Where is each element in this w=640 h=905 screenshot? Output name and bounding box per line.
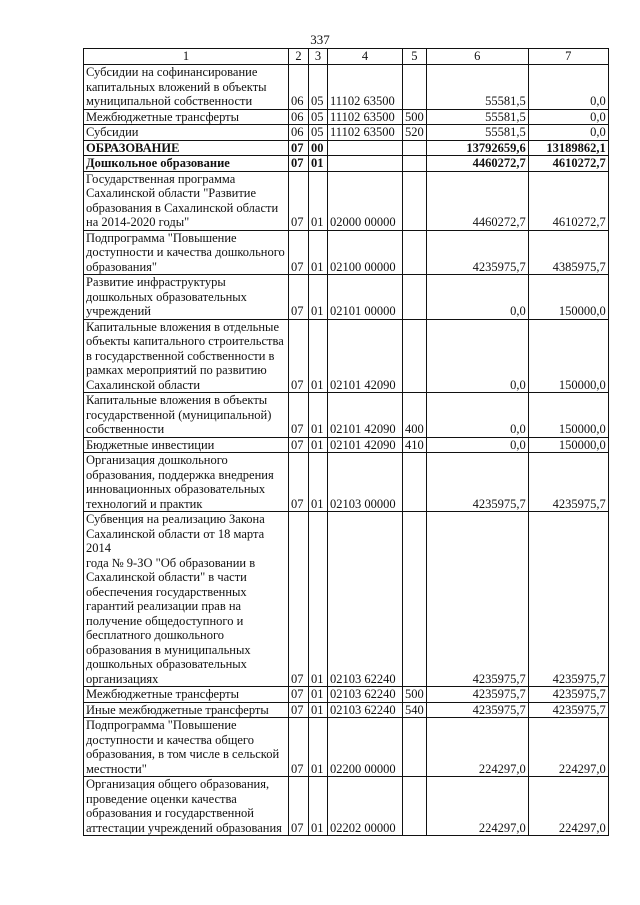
amount-year2-cell: 150000,0	[528, 437, 608, 453]
table-row	[84, 687, 609, 703]
row-name-cell: Капитальные вложения в объекты государственной (муниципальной) собственности	[84, 393, 289, 438]
column-header: 1	[84, 49, 289, 65]
subsection-code-cell: 05	[309, 109, 328, 125]
subsection-code-cell: 01	[309, 702, 328, 718]
row-name-cell: Субсидии	[84, 125, 289, 141]
row-name-cell: Межбюджетные трансферты	[84, 687, 289, 703]
subsection-code-cell: 01	[309, 393, 328, 438]
target-article-cell: 02101 42090	[328, 393, 403, 438]
table-row	[84, 125, 609, 141]
expense-type-cell	[403, 140, 427, 156]
table-row	[84, 437, 609, 453]
expense-type-cell	[403, 453, 427, 512]
subsection-code-cell: 01	[309, 156, 328, 172]
table-row	[84, 512, 609, 687]
target-article-cell: 11102 63500	[328, 65, 403, 110]
row-name-cell: Межбюджетные трансферты	[84, 109, 289, 125]
subsection-code-cell: 05	[309, 125, 328, 141]
row-name-cell: Иные межбюджетные трансферты	[84, 702, 289, 718]
page-number: 337	[310, 32, 330, 47]
subsection-code-cell: 01	[309, 171, 328, 230]
target-article-cell: 02101 42090	[328, 319, 403, 393]
amount-year2-cell: 0,0	[528, 125, 608, 141]
target-article-cell: 02103 00000	[328, 453, 403, 512]
subsection-code-cell: 01	[309, 453, 328, 512]
target-article-cell: 02101 42090	[328, 437, 403, 453]
section-code-cell: 06	[289, 125, 309, 141]
table-row	[84, 230, 609, 275]
target-article-cell: 02103 62240	[328, 702, 403, 718]
section-code-cell: 07	[289, 319, 309, 393]
table-body	[84, 65, 609, 836]
row-name-cell: Бюджетные инвестиции	[84, 437, 289, 453]
subsection-code-cell: 01	[309, 230, 328, 275]
table-row	[84, 140, 609, 156]
expense-type-cell	[403, 156, 427, 172]
expense-type-cell	[403, 275, 427, 320]
subsection-code-cell: 05	[309, 65, 328, 110]
amount-year2-cell: 4235975,7	[528, 512, 608, 687]
amount-year2-cell: 150000,0	[528, 319, 608, 393]
column-header: 3	[309, 49, 328, 65]
row-name-cell: Организация общего образования, проведение оценки качества образования и государственной аттестации учреждений образования	[84, 777, 289, 836]
amount-year1-cell: 4235975,7	[426, 453, 528, 512]
table-row	[84, 171, 609, 230]
budget-table	[83, 48, 609, 836]
table-row	[84, 453, 609, 512]
amount-year2-cell: 4235975,7	[528, 453, 608, 512]
expense-type-cell	[403, 512, 427, 687]
row-name-cell: Субвенция на реализацию Закона Сахалинской области от 18 марта 2014 года № 9-ЗО "Об образовании в Сахалинской области" в части обеспечения государственных гарантий реализации прав на получение общедоступного и бесплатного дошкольного образования в муниципальных дошкольных образовательных организациях	[84, 512, 289, 687]
row-name-cell: Подпрограмма "Повышение доступности и качества дошкольного образования"	[84, 230, 289, 275]
row-name-cell: Развитие инфраструктуры дошкольных образовательных учреждений	[84, 275, 289, 320]
section-code-cell: 07	[289, 687, 309, 703]
target-article-cell: 02200 00000	[328, 718, 403, 777]
row-name-cell: Дошкольное образование	[84, 156, 289, 172]
table-row	[84, 319, 609, 393]
subsection-code-cell: 01	[309, 275, 328, 320]
section-code-cell: 07	[289, 156, 309, 172]
amount-year1-cell: 4460272,7	[426, 156, 528, 172]
subsection-code-cell: 00	[309, 140, 328, 156]
table-row	[84, 702, 609, 718]
row-name-cell: Субсидии на софинансирование капитальных вложений в объекты муниципальной собственности	[84, 65, 289, 110]
expense-type-cell: 500	[403, 687, 427, 703]
amount-year1-cell: 13792659,6	[426, 140, 528, 156]
expense-type-cell: 500	[403, 109, 427, 125]
section-code-cell: 07	[289, 393, 309, 438]
amount-year2-cell: 0,0	[528, 109, 608, 125]
section-code-cell: 06	[289, 109, 309, 125]
amount-year2-cell: 4385975,7	[528, 230, 608, 275]
subsection-code-cell: 01	[309, 512, 328, 687]
section-code-cell: 07	[289, 171, 309, 230]
amount-year1-cell: 4235975,7	[426, 702, 528, 718]
expense-type-cell: 540	[403, 702, 427, 718]
table-row	[84, 718, 609, 777]
target-article-cell: 11102 63500	[328, 125, 403, 141]
expense-type-cell	[403, 171, 427, 230]
amount-year1-cell: 0,0	[426, 275, 528, 320]
table-row	[84, 777, 609, 836]
amount-year1-cell: 224297,0	[426, 777, 528, 836]
section-code-cell: 07	[289, 512, 309, 687]
amount-year2-cell: 4610272,7	[528, 156, 608, 172]
expense-type-cell	[403, 230, 427, 275]
expense-type-cell: 400	[403, 393, 427, 438]
section-code-cell: 07	[289, 718, 309, 777]
section-code-cell: 07	[289, 437, 309, 453]
target-article-cell	[328, 156, 403, 172]
target-article-cell: 11102 63500	[328, 109, 403, 125]
row-name-cell: Организация дошкольного образования, поддержка внедрения инновационных образовательных технологий и практик	[84, 453, 289, 512]
expense-type-cell	[403, 777, 427, 836]
subsection-code-cell: 01	[309, 687, 328, 703]
subsection-code-cell: 01	[309, 777, 328, 836]
expense-type-cell: 520	[403, 125, 427, 141]
column-header: 4	[328, 49, 403, 65]
header-row	[84, 49, 609, 65]
row-name-cell: ОБРАЗОВАНИЕ	[84, 140, 289, 156]
subsection-code-cell: 01	[309, 437, 328, 453]
column-header: 2	[289, 49, 309, 65]
table-row	[84, 275, 609, 320]
expense-type-cell	[403, 319, 427, 393]
amount-year2-cell: 4235975,7	[528, 702, 608, 718]
amount-year2-cell: 150000,0	[528, 393, 608, 438]
section-code-cell: 07	[289, 230, 309, 275]
amount-year1-cell: 0,0	[426, 393, 528, 438]
section-code-cell: 06	[289, 65, 309, 110]
amount-year2-cell: 150000,0	[528, 275, 608, 320]
amount-year2-cell: 4610272,7	[528, 171, 608, 230]
subsection-code-cell: 01	[309, 718, 328, 777]
amount-year1-cell: 0,0	[426, 437, 528, 453]
table-row	[84, 109, 609, 125]
amount-year1-cell: 0,0	[426, 319, 528, 393]
amount-year1-cell: 4235975,7	[426, 230, 528, 275]
column-header: 5	[403, 49, 427, 65]
section-code-cell: 07	[289, 275, 309, 320]
target-article-cell: 02100 00000	[328, 230, 403, 275]
column-header: 7	[528, 49, 608, 65]
table-row	[84, 156, 609, 172]
subsection-code-cell: 01	[309, 319, 328, 393]
expense-type-cell: 410	[403, 437, 427, 453]
table-row	[84, 393, 609, 438]
table-row	[84, 65, 609, 110]
amount-year1-cell: 55581,5	[426, 65, 528, 110]
row-name-cell: Государственная программа Сахалинской области "Развитие образования в Сахалинской области на 2014-2020 годы"	[84, 171, 289, 230]
section-code-cell: 07	[289, 777, 309, 836]
amount-year2-cell: 13189862,1	[528, 140, 608, 156]
section-code-cell: 07	[289, 702, 309, 718]
amount-year1-cell: 224297,0	[426, 718, 528, 777]
expense-type-cell	[403, 65, 427, 110]
target-article-cell: 02103 62240	[328, 687, 403, 703]
row-name-cell: Капитальные вложения в отдельные объекты капитального строительства в государственной собственности в рамках мероприятий по развитию Сахалинской области	[84, 319, 289, 393]
amount-year2-cell: 224297,0	[528, 777, 608, 836]
target-article-cell	[328, 140, 403, 156]
amount-year1-cell: 55581,5	[426, 125, 528, 141]
target-article-cell: 02202 00000	[328, 777, 403, 836]
section-code-cell: 07	[289, 140, 309, 156]
expense-type-cell	[403, 718, 427, 777]
amount-year2-cell: 4235975,7	[528, 687, 608, 703]
target-article-cell: 02103 62240	[328, 512, 403, 687]
amount-year1-cell: 55581,5	[426, 109, 528, 125]
column-header: 6	[426, 49, 528, 65]
amount-year1-cell: 4235975,7	[426, 512, 528, 687]
amount-year2-cell: 0,0	[528, 65, 608, 110]
amount-year1-cell: 4460272,7	[426, 171, 528, 230]
section-code-cell: 07	[289, 453, 309, 512]
row-name-cell: Подпрограмма "Повышение доступности и качества общего образования, в том числе в сельской местности"	[84, 718, 289, 777]
amount-year2-cell: 224297,0	[528, 718, 608, 777]
amount-year1-cell: 4235975,7	[426, 687, 528, 703]
target-article-cell: 02000 00000	[328, 171, 403, 230]
target-article-cell: 02101 00000	[328, 275, 403, 320]
